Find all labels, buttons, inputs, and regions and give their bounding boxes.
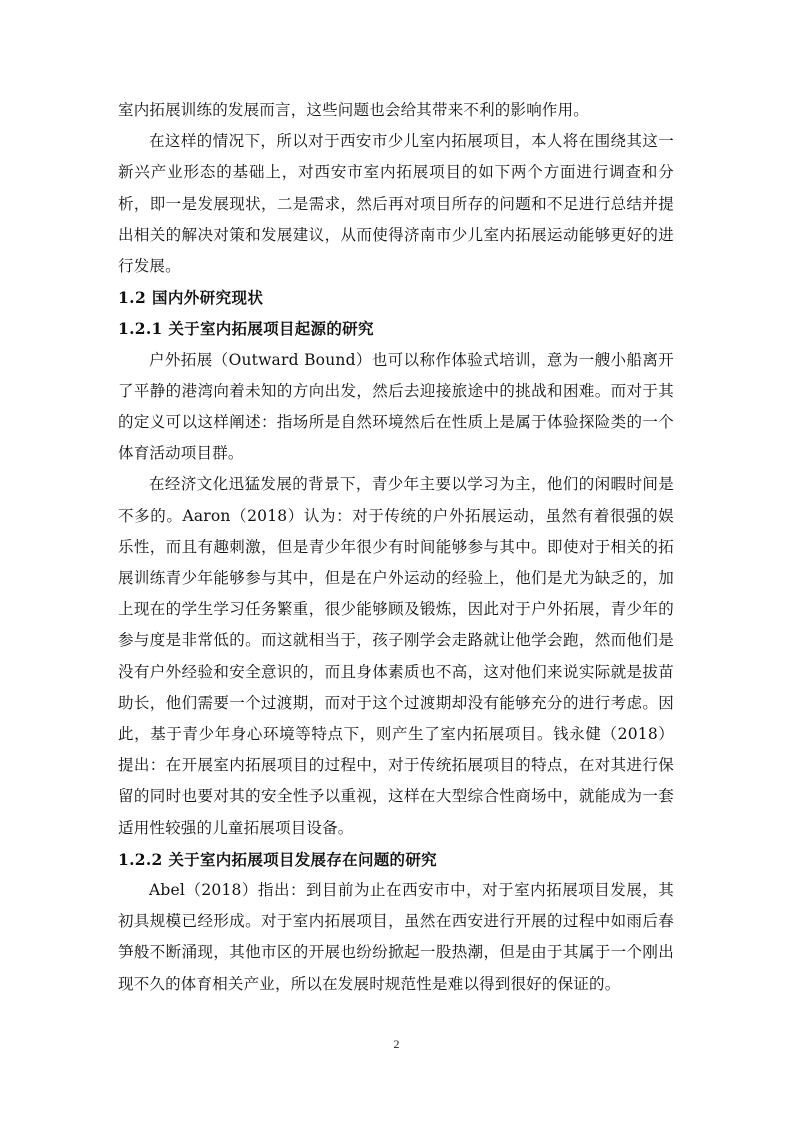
section-heading-1-2: 1.2 国内外研究现状 [118,288,264,308]
page-number: 2 [393,1037,400,1051]
document-body [118,95,674,1000]
paragraph-continuation: 室内拓展训练的发展而言，这些问题也会给其带来不利的影响作用。 [118,101,590,119]
paragraph-research-plan: 在这样的情况下，所以对于西安市少儿室内拓展项目，本人将在围绕其这一新兴产业形态的基础上，对西安市室内拓展项目的如下两个方面进行调查和分析，即一是发展现状，二是需求，然后再对项目所存的问题和不足进行总结并提出相关的解决对策和发展建议，从而使得济南市少儿室内拓展运动能够更好的进行发展。 [118,132,674,276]
subsection-heading-1-2-1: 1.2.1 关于室内拓展项目起源的研究 [118,319,374,339]
paragraph-development-problems: Abel（2018）指出：到目前为止在西安市中，对于室内拓展项目发展，其初具规模已经形成。对于室内拓展项目，虽然在西安进行开展的过程中如雨后春笋般不断涌现，其他市区的开展也纷纷掀起一股热潮，但是由于其属于一个刚出现不久的体育相关产业，所以在发展时规范性是难以得到很好的保证的。 [118,881,674,993]
paragraph-youth-background: 在经济文化迅猛发展的背景下，青少年主要以学习为主，他们的闲暇时间是不多的。Aaron（2018）认为：对于传统的户外拓展运动，虽然有着很强的娱乐性，而且有趣刺激，但是青少年很少有时间能够参与其中。即使对于相关的拓展训练青少年能够参与其中，但是在户外运动的经验上，他们是尤为缺乏的，加上现在的学生学习任务繁重，很少能够顾及锻炼，因此对于户外拓展，青少年的参与度是非常低的。而这就相当于，孩子刚学会走路就让他学会跑，然而他们是没有户外经验和安全意识的，而且身体素质也不高，这对他们来说实际就是拔苗助长，他们需要一个过渡期，而对于这个过渡期却没有能够充分的进行考虑。因此，基于青少年身心环境等特点下，则产生了室内拓展项目。钱永健（2018）提出：在开展室内拓展项目的过程中，对于传统拓展项目的特点，在对其进行保留的同时也要对其的安全性予以重视，这样在大型综合性商场中，就能成为一套适用性较强的儿童拓展项目设备。 [118,475,674,837]
subsection-heading-1-2-2: 1.2.2 关于室内拓展项目发展存在问题的研究 [118,849,437,869]
paragraph-outward-bound: 户外拓展（Outward Bound）也可以称作体验式培训，意为一艘小船离开了平静的港湾向着未知的方向出发，然后去迎接旅途中的挑战和困难。而对于其的定义可以这样阐述：指场所是自然环境然后在性质上是属于体验探险类的一个体育活动项目群。 [118,350,674,463]
